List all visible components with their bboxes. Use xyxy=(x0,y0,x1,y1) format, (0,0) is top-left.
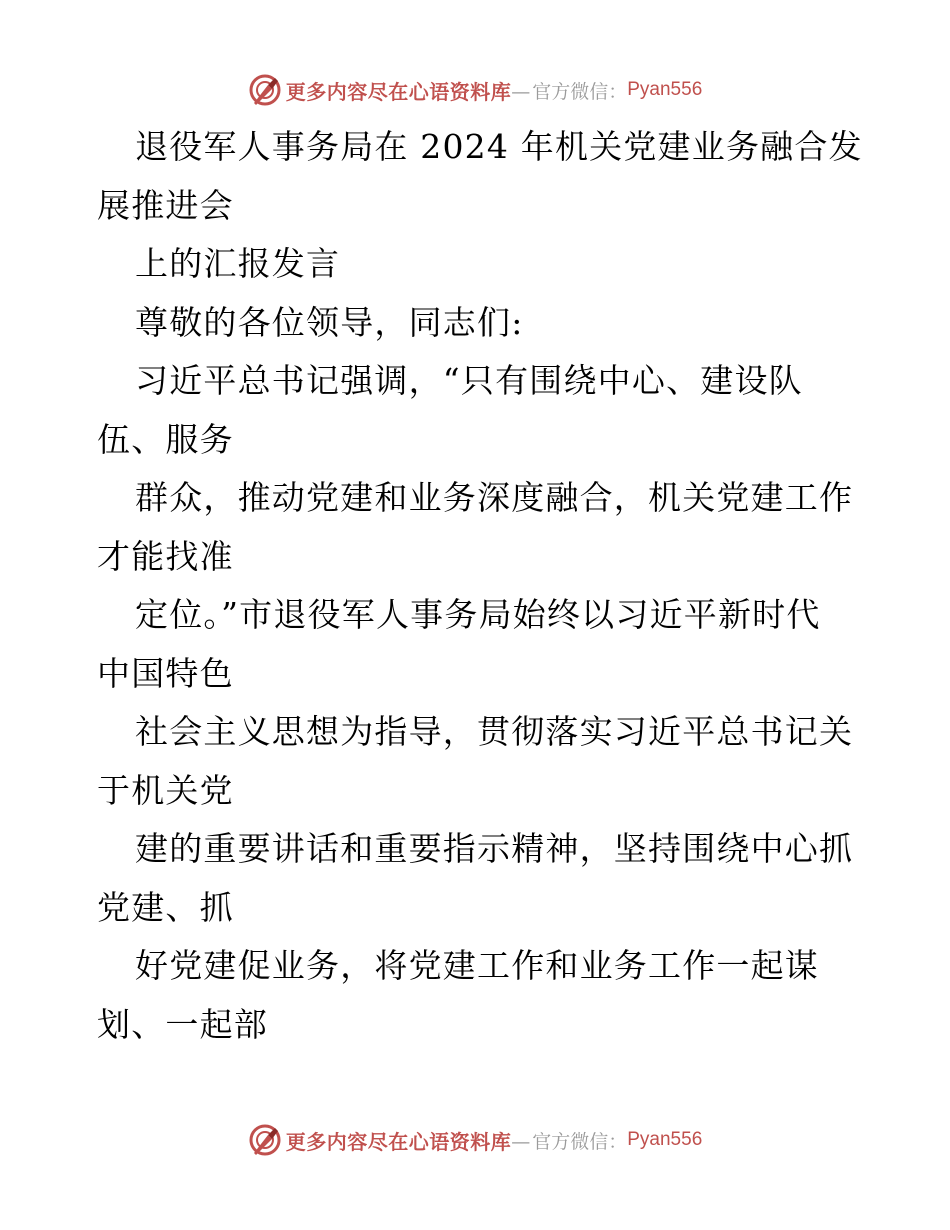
doc-line: 上的汇报发言 xyxy=(135,244,341,283)
doc-line: 定位。”市退役军人事务局始终以习近平新时代 xyxy=(135,595,821,634)
doc-line: 好党建促业务，将党建工作和业务工作一起谋 xyxy=(135,946,819,985)
header-wechat-id: Pyan556 xyxy=(627,79,703,100)
footer-subtitle xyxy=(511,1127,627,1154)
header-banner-inner xyxy=(248,73,703,107)
header-banner xyxy=(0,70,950,110)
doc-line: 退役军人事务局在 2024 年机关党建业务融合发 xyxy=(135,127,863,166)
doc-line: 于机关党 xyxy=(97,770,234,810)
header-subtitle xyxy=(511,77,627,104)
doc-line: 划、一起部 xyxy=(97,1004,268,1044)
doc-line: 才能找准 xyxy=(97,536,234,576)
doc-line: 习近平总书记强调，“只有围绕中心、建设队 xyxy=(135,361,803,400)
footer-banner xyxy=(0,1120,950,1160)
footer-site-text: 更多内容尽在心语资料库 xyxy=(285,1129,512,1154)
doc-line: 建的重要讲话和重要指示精神，坚持围绕中心抓 xyxy=(135,829,854,868)
doc-line: 党建、抓 xyxy=(97,887,234,927)
pen-nib-logo-icon xyxy=(248,1123,282,1157)
doc-line: 展推进会 xyxy=(97,185,234,225)
footer-dash: — xyxy=(511,1130,529,1153)
doc-line: 中国特色 xyxy=(97,653,234,693)
footer-official-label: 官方微信： xyxy=(532,1130,628,1153)
footer-wechat-id: Pyan556 xyxy=(627,1129,703,1150)
document-body xyxy=(97,118,863,1054)
pen-nib-logo-icon xyxy=(248,73,282,107)
header-official-label: 官方微信： xyxy=(532,80,628,103)
doc-line: 尊敬的各位领导，同志们: xyxy=(135,302,524,342)
doc-line: 群众，推动党建和业务深度融合，机关党建工作 xyxy=(135,478,854,517)
header-site-text: 更多内容尽在心语资料库 xyxy=(285,79,512,104)
doc-line: 伍、服务 xyxy=(97,419,234,459)
doc-line: 社会主义思想为指导，贯彻落实习近平总书记关 xyxy=(135,712,854,751)
header-dash: — xyxy=(511,80,529,103)
footer-banner-inner xyxy=(248,1123,703,1157)
